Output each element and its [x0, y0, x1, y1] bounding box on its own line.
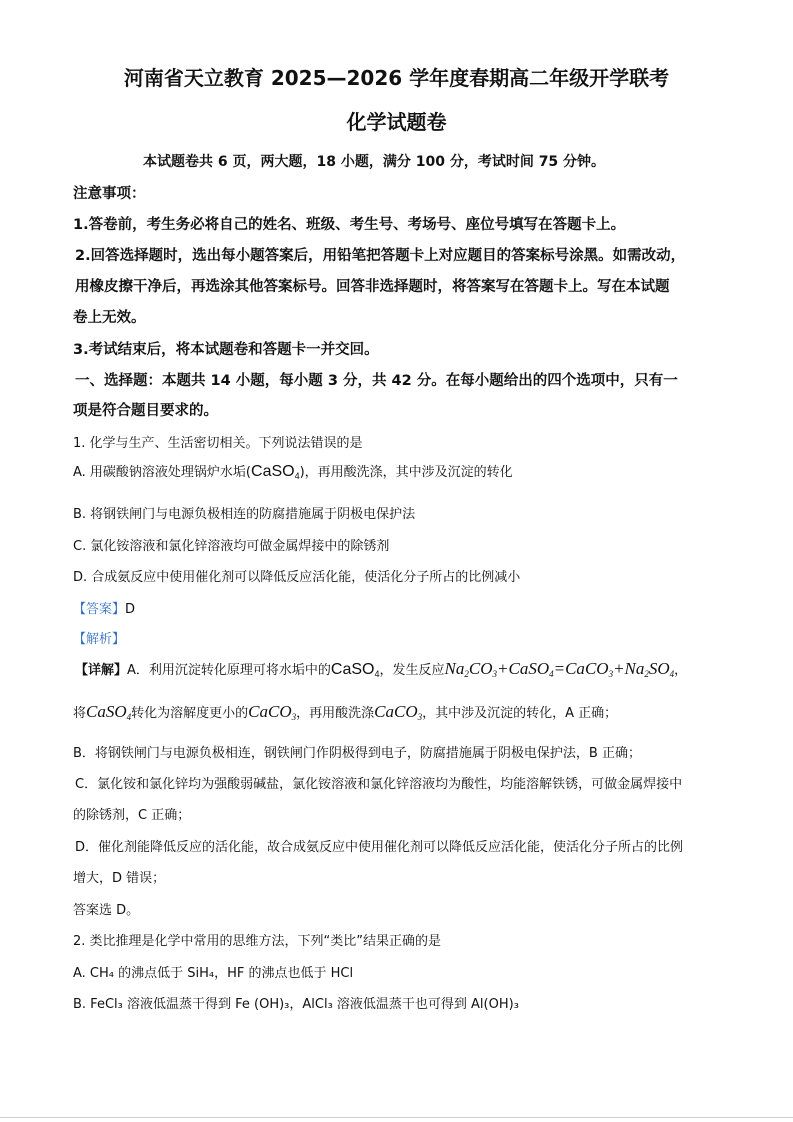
- question-2-option-b: B. FeCl₃ 溶液低温蒸干得到 Fe (OH)₃，AlCl₃ 溶液低温蒸干也可得到 Al(OH)₃: [73, 997, 519, 1012]
- option-a-text-post: )，再用酸洗涤，其中涉及沉淀的转化: [299, 465, 513, 480]
- note-3: 3.考试结束后，将本试题卷和答题卡一并交回。: [73, 342, 379, 358]
- detail-c-line-2: 的除锈剂，C 正确；: [73, 808, 191, 823]
- answer-line: [73, 598, 135, 617]
- formula-caso4-italic: CaSO$_4$: [86, 702, 132, 722]
- note-2-line-3: 卷上无效。: [73, 310, 146, 326]
- detail-b: B．将钢铁闸门与电源负极相连，钢铁闸门作阴极得到电子，防腐措施属于阴极电保护法，B 正确；: [73, 746, 641, 761]
- question-2-option-a: A. CH₄ 的沸点低于 SiH₄，HF 的沸点也低于 HCl: [73, 966, 354, 981]
- detail-d-line-1: D．催化剂能降低反应的活化能，故合成氨反应中使用催化剂可以降低反应活化能，使活化分子所占的比例: [75, 840, 684, 855]
- note-2-line-1: 2.回答选择题时，选出每小题答案后，用铅笔把答题卡上对应题目的答案标号涂黑。如需改动，: [75, 248, 686, 264]
- note-2-line-2: 用橡皮擦干净后，再选涂其他答案标号。回答非选择题时，将答案写在答题卡上。写在本试题: [75, 279, 670, 295]
- exam-intro: 本试题卷共 6 页，两大题，18 小题，满分 100 分，考试时间 75 分钟。: [143, 154, 606, 170]
- answer-value: D: [125, 602, 136, 617]
- question-1-option-c: C. 氯化铵溶液和氯化锌溶液均可做金属焊接中的除锈剂: [73, 539, 390, 554]
- detail-a-line-2: 将CaSO$_4$转化为溶解度更小的CaCO$_3$，再用酸洗涤CaCO$_3$，其中涉及沉淀的转化，A 正确；: [73, 702, 618, 722]
- question-2-stem: 2. 类比推理是化学中常用的思维方法，下列“类比”结果正确的是: [73, 934, 442, 949]
- formula-caco3: CaCO$_3$: [374, 702, 423, 722]
- question-1-stem: 1. 化学与生产、生活密切相关。下列说法错误的是: [73, 436, 363, 451]
- exam-subtitle: 化学试题卷: [346, 110, 447, 134]
- option-a-text-pre: A. 用碳酸钠溶液处理锅炉水垢(: [73, 465, 252, 480]
- formula-caco3: CaCO$_3$: [248, 702, 297, 722]
- detail-d-line-2: 增大，D 错误；: [73, 871, 166, 886]
- question-1-option-d: D. 合成氨反应中使用催化剂可以降低反应活化能，使活化分子所占的比例减小: [73, 570, 521, 585]
- notes-heading: 注意事项：: [73, 186, 146, 202]
- reaction-equation: $Na_2CO_3+CaSO_4=CaCO_3+Na_2SO_4$: [444, 659, 675, 679]
- note-1: 1.答卷前，考生务必将自己的姓名、班级、考生号、考场号、座位号填写在答题卡上。: [73, 217, 626, 233]
- section-1-line-2: 项是符合题目要求的。: [73, 403, 218, 419]
- exam-title: 河南省天立教育 2025—2026 学年度春期高二年级开学联考: [123, 66, 670, 90]
- detail-c-line-1: C．氯化铵和氯化锌均为强酸弱碱盐，氯化铵溶液和氯化锌溶液均为酸性，均能溶解铁锈，可做金属焊接中: [75, 777, 683, 792]
- detail-label: 【详解】: [75, 663, 128, 678]
- section-1-line-1: 一、选择题：本题共 14 小题，每小题 3 分，共 42 分。在每小题给出的四个选项中，只有一: [75, 373, 678, 389]
- analysis-label: 【解析】: [73, 632, 126, 647]
- question-1-option-a: [73, 461, 513, 481]
- answer-conclusion: 答案选 D。: [73, 903, 140, 918]
- answer-label: 【答案】: [73, 602, 126, 617]
- formula-caso4: CaSO$_4$: [330, 661, 380, 679]
- question-1-option-b: B. 将钢铁闸门与电源负极相连的防腐措施属于阴极电保护法: [73, 507, 416, 522]
- bottom-divider: [0, 1117, 793, 1118]
- formula-caso4: CaSO$_4$: [251, 463, 300, 481]
- detail-a-line-1: 【详解】A．利用沉淀转化原理可将水垢中的CaSO$_4$，发生反应$Na_2CO_3+CaSO_4=CaCO_3+Na_2SO_4$，: [75, 659, 688, 679]
